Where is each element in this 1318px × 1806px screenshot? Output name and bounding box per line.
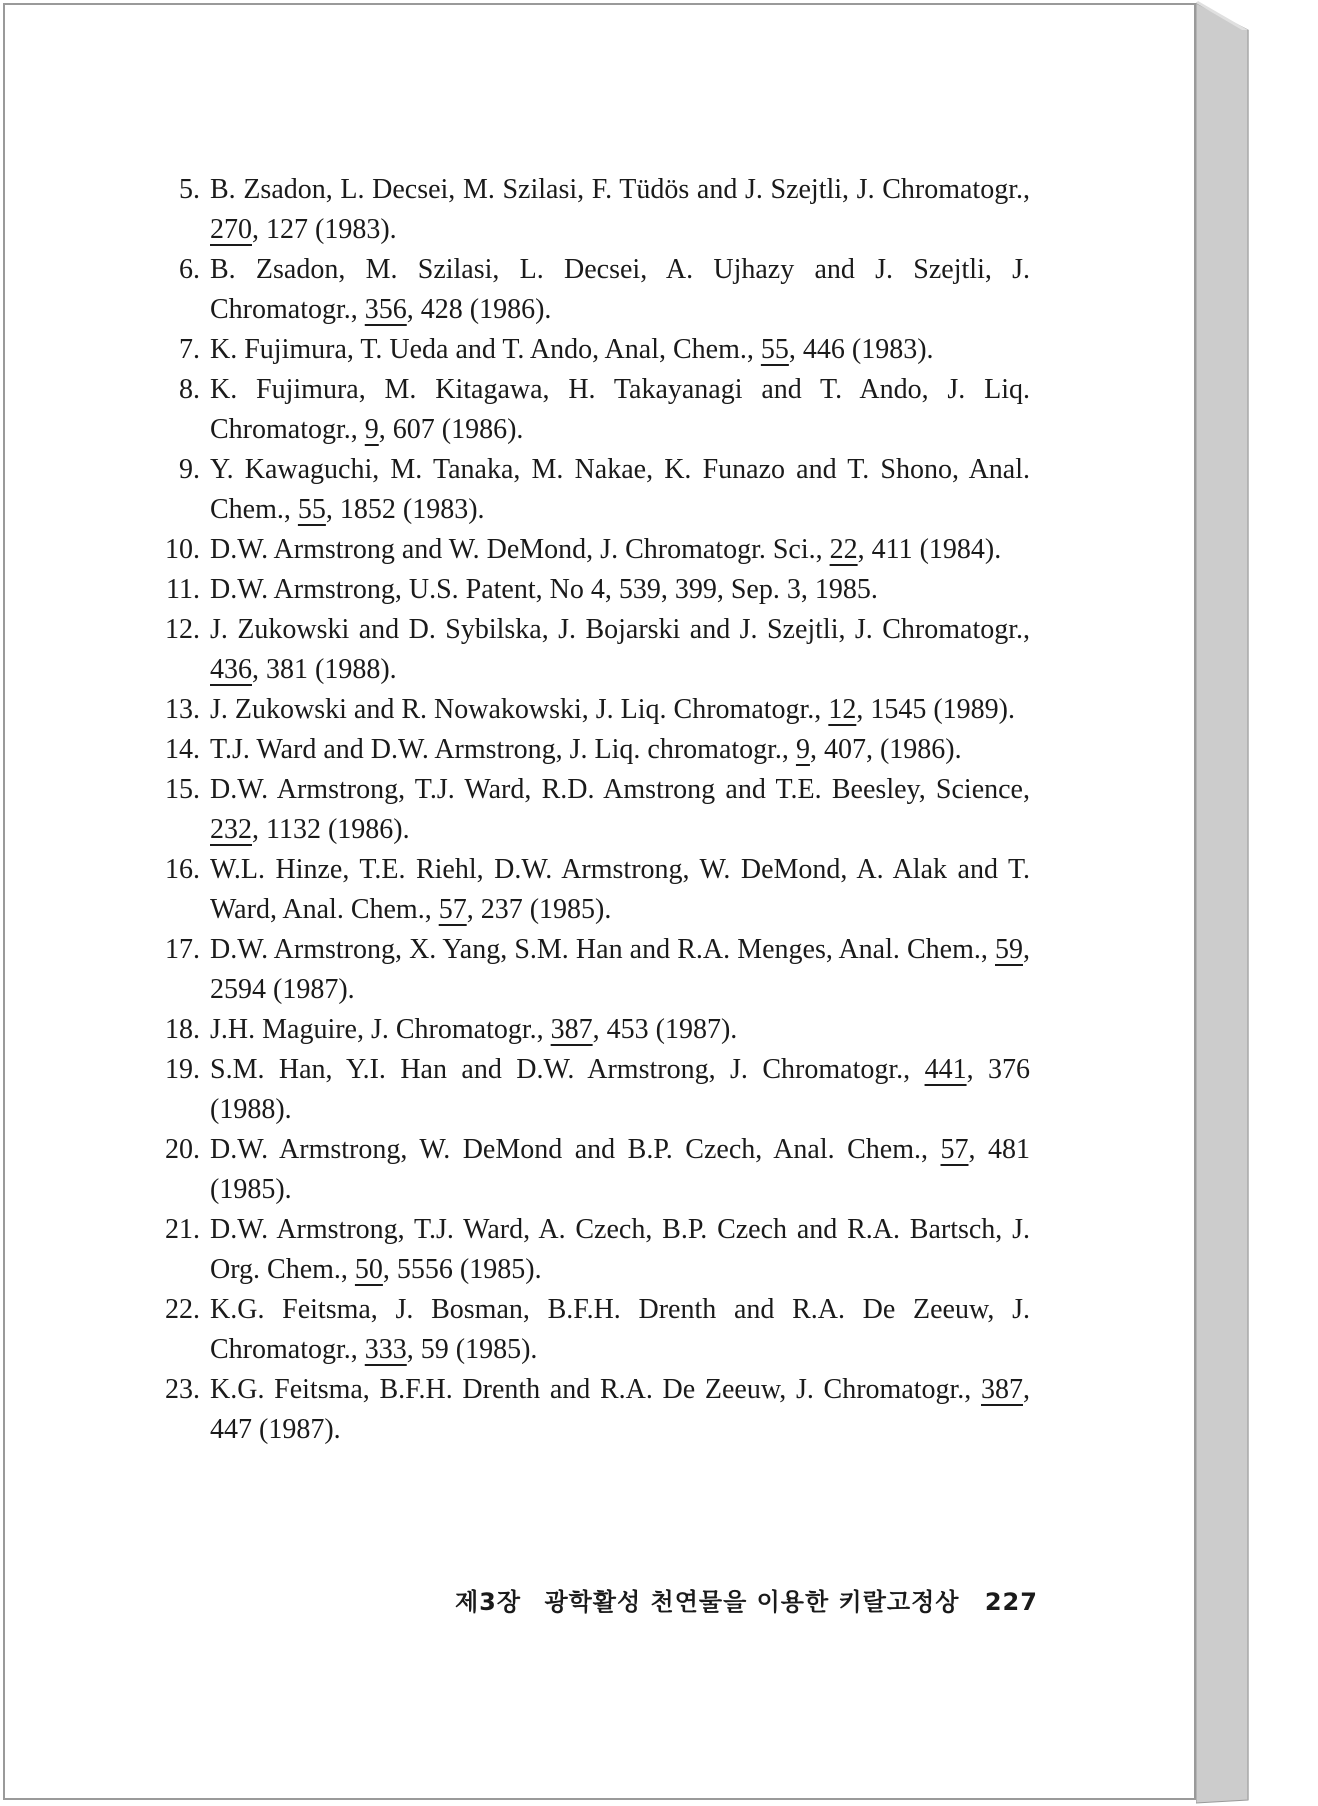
reference-number: 21.	[165, 1214, 200, 1245]
reference-citation-text: D.W. Armstrong, T.J. Ward, A. Czech, B.P. Czech and R.A. Bartsch, J. Org. Chem.,	[210, 1214, 1030, 1285]
reference-item	[160, 1010, 1030, 1050]
reference-volume: 55	[760, 334, 789, 365]
reference-pages-year: , 428 (1986).	[406, 294, 552, 325]
reference-pages-year: , 1852 (1983).	[325, 494, 485, 525]
page-footer	[455, 1582, 1038, 1617]
reference-volume: 57	[940, 1134, 969, 1165]
reference-number: 23.	[165, 1374, 200, 1405]
reference-citation-text: S.M. Han, Y.I. Han and D.W. Armstrong, J. Chromatogr.,	[210, 1054, 925, 1085]
reference-pages-year: , 453 (1987).	[592, 1014, 738, 1045]
reference-number: 15.	[165, 774, 200, 805]
reference-number: 16.	[165, 854, 200, 885]
reference-item	[160, 730, 1030, 770]
reference-pages-year: , 2594 (1987).	[210, 934, 1030, 1005]
reference-number: 7.	[179, 334, 200, 365]
reference-item	[160, 690, 1030, 730]
reference-citation-text: D.W. Armstrong, T.J. Ward, R.D. Amstrong and T.E. Beesley, Science,	[210, 774, 1030, 805]
reference-citation-text: D.W. Armstrong, U.S. Patent, No 4, 539, 399, Sep. 3, 1985.	[210, 574, 878, 605]
reference-number: 18.	[165, 1014, 200, 1045]
reference-item	[160, 250, 1030, 330]
reference-number: 12.	[165, 614, 200, 645]
book-page-edge	[1196, 0, 1316, 1806]
reference-citation-text: J. Zukowski and D. Sybilska, J. Bojarski and J. Szejtli, J. Chromatogr.,	[210, 614, 1030, 645]
reference-number: 14.	[165, 734, 200, 765]
reference-citation-text: Y. Kawaguchi, M. Tanaka, M. Nakae, K. Funazo and T. Shono, Anal. Chem.,	[210, 454, 1030, 525]
chapter-label: 제3장	[455, 1588, 522, 1616]
reference-item	[160, 170, 1030, 250]
reference-volume: 333	[364, 1334, 407, 1365]
reference-number: 11.	[166, 574, 200, 605]
reference-pages-year: , 59 (1985).	[406, 1334, 538, 1365]
reference-volume: 12	[828, 694, 857, 725]
reference-item	[160, 1050, 1030, 1130]
reference-citation-text: D.W. Armstrong and W. DeMond, J. Chromatogr. Sci.,	[210, 534, 830, 565]
reference-number: 8.	[179, 374, 200, 405]
reference-number: 6.	[179, 254, 200, 285]
page-number: 227	[984, 1588, 1038, 1616]
reference-volume: 57	[438, 894, 467, 925]
reference-list	[160, 170, 1030, 1450]
reference-citation-text: K. Fujimura, M. Kitagawa, H. Takayanagi and T. Ando, J. Liq. Chromatogr.,	[210, 374, 1030, 445]
reference-citation-text: K. Fujimura, T. Ueda and T. Ando, Anal, Chem.,	[210, 334, 761, 365]
reference-item	[160, 450, 1030, 530]
reference-volume: 59	[995, 934, 1023, 965]
reference-item	[160, 530, 1030, 570]
reference-volume: 441	[924, 1054, 967, 1085]
reference-citation-text: D.W. Armstrong, W. DeMond and B.P. Czech, Anal. Chem.,	[210, 1134, 941, 1165]
reference-item	[160, 570, 1030, 610]
reference-volume: 356	[364, 294, 407, 325]
reference-pages-year: , 447 (1987).	[210, 1374, 1030, 1445]
reference-pages-year: , 446 (1983).	[788, 334, 934, 365]
reference-pages-year: , 5556 (1985).	[382, 1254, 542, 1285]
reference-citation-text: J. Zukowski and R. Nowakowski, J. Liq. Chromatogr.,	[210, 694, 829, 725]
reference-pages-year: , 1545 (1989).	[856, 694, 1015, 725]
reference-number: 5.	[179, 174, 200, 205]
reference-pages-year: , 481 (1985).	[210, 1134, 1030, 1205]
reference-number: 17.	[165, 934, 200, 965]
page-edge-face	[1196, 3, 1248, 1803]
reference-number: 9.	[179, 454, 200, 485]
reference-item	[160, 610, 1030, 690]
reference-pages-year: , 237 (1985).	[466, 894, 612, 925]
reference-volume: 387	[550, 1014, 593, 1045]
reference-citation-text: J.H. Maguire, J. Chromatogr.,	[210, 1014, 551, 1045]
reference-number: 19.	[165, 1054, 200, 1085]
reference-citation-text: B. Zsadon, M. Szilasi, L. Decsei, A. Ujhazy and J. Szejtli, J. Chromatogr.,	[210, 254, 1030, 325]
reference-volume: 55	[297, 494, 326, 525]
reference-number: 10.	[165, 534, 200, 565]
reference-volume: 9	[364, 414, 379, 445]
reference-citation-text: W.L. Hinze, T.E. Riehl, D.W. Armstrong, W. DeMond, A. Alak and T. Ward, Anal. Chem.,	[210, 854, 1030, 925]
reference-volume: 50	[354, 1254, 383, 1285]
reference-item	[160, 930, 1030, 1010]
reference-citation-text: K.G. Feitsma, J. Bosman, B.F.H. Drenth and R.A. De Zeeuw, J. Chromatogr.,	[210, 1294, 1030, 1365]
reference-volume: 387	[981, 1374, 1023, 1405]
reference-pages-year: , 407, (1986).	[809, 734, 962, 765]
reference-volume: 22	[829, 534, 858, 565]
reference-citation-text: D.W. Armstrong, X. Yang, S.M. Han and R.A. Menges, Anal. Chem.,	[210, 934, 995, 965]
reference-pages-year: , 411 (1984).	[857, 534, 1002, 565]
reference-volume: 436	[210, 654, 252, 685]
reference-volume: 270	[210, 214, 252, 245]
reference-number: 13.	[165, 694, 200, 725]
reference-item	[160, 370, 1030, 450]
chapter-title: 광학활성 천연물을 이용한 키랄고정상	[544, 1588, 960, 1616]
reference-citation-text: K.G. Feitsma, B.F.H. Drenth and R.A. De Zeeuw, J. Chromatogr.,	[210, 1374, 981, 1405]
reference-volume: 9	[795, 734, 810, 765]
reference-pages-year: , 381 (1988).	[252, 654, 397, 685]
reference-citation-text: B. Zsadon, L. Decsei, M. Szilasi, F. Tüdös and J. Szejtli, J. Chromatogr.,	[210, 174, 1030, 205]
reference-pages-year: , 127 (1983).	[252, 214, 397, 245]
reference-item	[160, 1130, 1030, 1210]
reference-volume: 232	[210, 814, 252, 845]
reference-pages-year: , 607 (1986).	[378, 414, 524, 445]
reference-item	[160, 1210, 1030, 1290]
reference-citation-text: T.J. Ward and D.W. Armstrong, J. Liq. chromatogr.,	[210, 734, 796, 765]
reference-item	[160, 1370, 1030, 1450]
reference-item	[160, 330, 1030, 370]
reference-number: 22.	[165, 1294, 200, 1325]
reference-item	[160, 850, 1030, 930]
reference-pages-year: , 376 (1988).	[210, 1054, 1031, 1125]
reference-item	[160, 1290, 1030, 1370]
reference-number: 20.	[165, 1134, 200, 1165]
reference-pages-year: , 1132 (1986).	[252, 814, 410, 845]
reference-item	[160, 770, 1030, 850]
